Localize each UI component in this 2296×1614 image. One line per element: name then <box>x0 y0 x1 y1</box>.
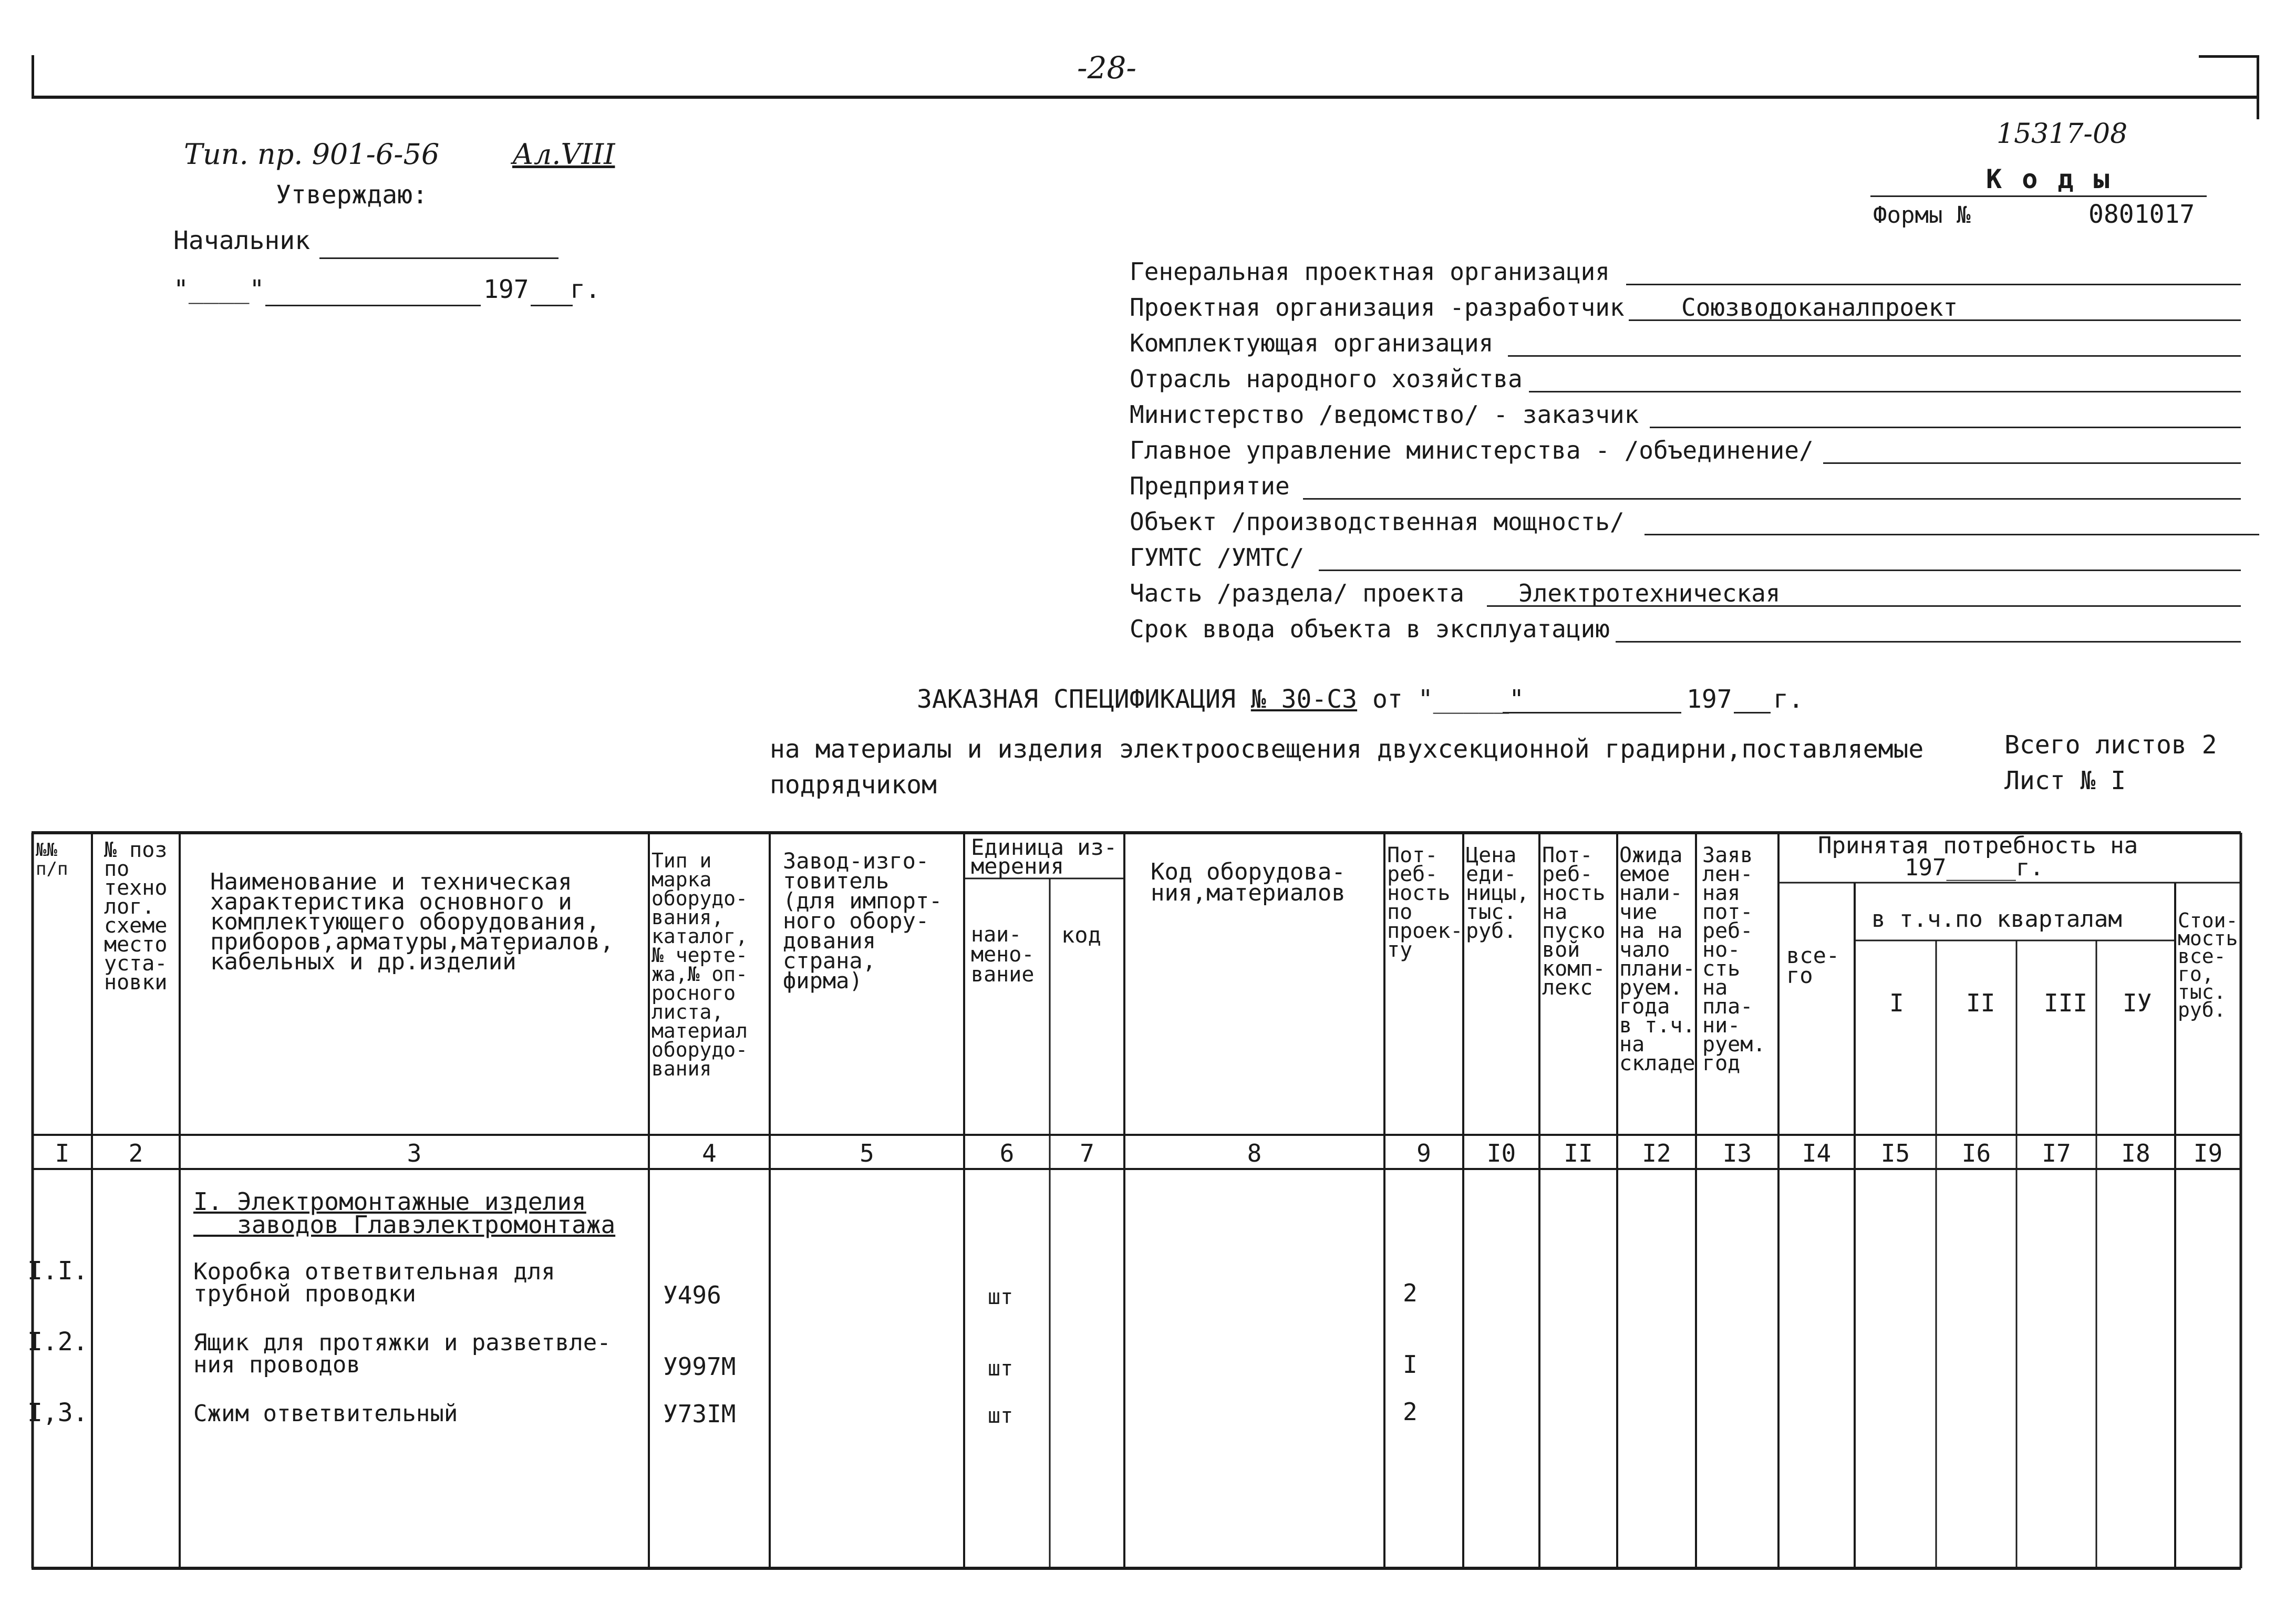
row-type: У73IМ <box>663 1400 736 1428</box>
column-number: II <box>1564 1139 1593 1167</box>
row-unit: шт <box>988 1285 1013 1309</box>
header-unit-name: наи- мено- вание <box>971 923 1035 987</box>
header-manufacturer: Завод-изго- товитель (для импорт- ного обору- дования страна, фирма) <box>783 848 943 994</box>
chief-label: Начальник <box>173 226 311 255</box>
row-number: I.I. <box>27 1256 88 1286</box>
row-name: Ящик для протяжки и разветвле- ния проводов <box>193 1329 611 1378</box>
field-value: Союзводоканалпроект <box>1681 293 1958 322</box>
field-label: Срок ввода объекта в эксплуатацию <box>1130 615 1610 643</box>
row-unit: шт <box>988 1357 1013 1381</box>
header-startup-need: Пот- реб- ность на пуско вой комп- лекс <box>1542 843 1606 1000</box>
column-number: I0 <box>1486 1139 1516 1167</box>
column-number: I8 <box>2121 1139 2150 1167</box>
row-quantity: 2 <box>1403 1398 1418 1426</box>
header-quarter-3: III <box>2044 989 2088 1017</box>
doc-reference: Тип. пр. 901-6-56 <box>184 138 440 171</box>
codes-title: К о д ы <box>1986 164 2112 194</box>
approval-date-day: "____" <box>173 275 265 304</box>
column-number: 3 <box>407 1139 422 1167</box>
column-number: I4 <box>1802 1139 1832 1167</box>
spec-subtitle: на материалы и изделия электроосвещения двухсекционной градирни,поставляемые подрядчиком <box>770 734 1924 800</box>
handwritten-code: 15317-08 <box>1997 118 2128 150</box>
section-title: I. Электромонтажные изделия заводов Главэлектромонтажа <box>193 1187 616 1239</box>
row-name: Коробка ответвительная для трубной проводки <box>193 1258 555 1307</box>
field-label: Часть /раздела/ проекта <box>1130 579 1464 607</box>
column-number: I <box>55 1139 70 1167</box>
header-unit-price: Цена еди- ницы, тыс. руб. <box>1466 843 1529 943</box>
total-sheets: Всего листов 2 <box>2004 730 2217 760</box>
column-number: I6 <box>1961 1139 1991 1167</box>
column-number: I9 <box>2193 1139 2223 1167</box>
header-project-need: Пот- реб- ность по проек- ту <box>1387 843 1463 962</box>
header-quarter-4: IУ <box>2123 989 2152 1017</box>
header-total: все- го <box>1786 943 1840 988</box>
column-number: 5 <box>860 1139 874 1167</box>
spec-title-prefix: ЗАКАЗНАЯ СПЕЦИФИКАЦИЯ <box>917 685 1236 714</box>
row-number: I.2. <box>27 1327 88 1357</box>
spec-date-from: от "_____" <box>1372 685 1524 714</box>
row-quantity: 2 <box>1403 1279 1418 1307</box>
header-quarters-group: в т.ч.по кварталам <box>1871 906 2122 933</box>
header-type: Тип и марка оборудо- вания, каталог, № черте- жа,№ оп- росного листа, материал оборудо- вания <box>651 849 748 1080</box>
form-code: 0801017 <box>2088 200 2195 229</box>
header-position: № поз по техно лог. схеме место уста- новки <box>104 838 168 995</box>
field-label: Объект /производственная мощность/ <box>1130 508 1625 536</box>
spec-year-suffix: г. <box>1773 685 1804 714</box>
header-name: Наименование и техническая характеристика основного и комплектующего оборудования, приборов,арматуры,материалов, кабельных и др.изделий <box>210 868 614 975</box>
header-equipment-code: Код оборудова- ния,материалов <box>1151 858 1346 906</box>
header-unit-code: код <box>1061 922 1101 948</box>
field-label: Комплектующая организация <box>1130 329 1494 357</box>
field-label: Генеральная проектная организация <box>1130 257 1610 286</box>
row-name: Сжим ответвительный <box>193 1400 458 1427</box>
row-type: У496 <box>663 1281 721 1309</box>
field-label: Министерство /ведомство/ - заказчик <box>1130 400 1639 429</box>
header-unit-group: Единица из- мерения <box>971 834 1118 879</box>
row-type: У997М <box>663 1352 736 1381</box>
header-total-cost: Стои- мость все- го, тыс. руб. <box>2178 909 2238 1021</box>
spec-year: 197 <box>1687 685 1732 714</box>
row-quantity: I <box>1403 1350 1418 1379</box>
field-label: Отрасль народного хозяйства <box>1130 365 1523 393</box>
row-number: I,3. <box>27 1398 88 1427</box>
column-number: 6 <box>999 1139 1015 1167</box>
header-quarter-1: I <box>1889 989 1904 1017</box>
column-number: 2 <box>128 1139 143 1167</box>
column-number: 4 <box>702 1139 717 1167</box>
column-number: 7 <box>1080 1139 1094 1167</box>
album-reference: Ал.VIII <box>512 138 615 171</box>
spec-number: № 30-СЗ <box>1250 685 1358 714</box>
column-number: 8 <box>1247 1139 1262 1167</box>
field-label: Предприятие <box>1130 472 1290 500</box>
approval-year-suffix: г. <box>570 275 601 304</box>
column-number: I5 <box>1880 1139 1910 1167</box>
header-row-number: №№ п/п <box>36 840 68 880</box>
field-label: Главное управление министерства - /объединение/ <box>1130 436 1814 464</box>
sheet-number: Лист № I <box>2004 766 2126 795</box>
field-value: Электротехническая <box>1518 579 1781 607</box>
approval-title: Утверждаю: <box>276 180 428 210</box>
header-accepted-year: 197_____г. <box>1905 854 2044 881</box>
column-number: I3 <box>1722 1139 1752 1167</box>
field-label: ГУМТС /УМТС/ <box>1130 543 1305 572</box>
header-expected-stock: Ожида емое нали- чие на на чало плани- руем. года в т.ч. на складе <box>1619 843 1695 1075</box>
form-label: Формы № <box>1873 202 1971 229</box>
approval-year: 197 <box>483 275 529 304</box>
row-unit: шт <box>988 1404 1013 1428</box>
header-quarter-2: II <box>1966 989 1995 1017</box>
column-number: I2 <box>1642 1139 1671 1167</box>
field-label: Проектная организация -разработчик <box>1130 293 1625 322</box>
column-number: 9 <box>1416 1139 1431 1167</box>
page-number: -28- <box>1077 50 1136 86</box>
column-number: I7 <box>2042 1139 2071 1167</box>
header-declared-need: Заяв лен- ная пот- реб- но- сть на пла- ни- руем. год <box>1702 843 1766 1075</box>
header-accepted-group: Принятая потребность на <box>1818 832 2138 859</box>
